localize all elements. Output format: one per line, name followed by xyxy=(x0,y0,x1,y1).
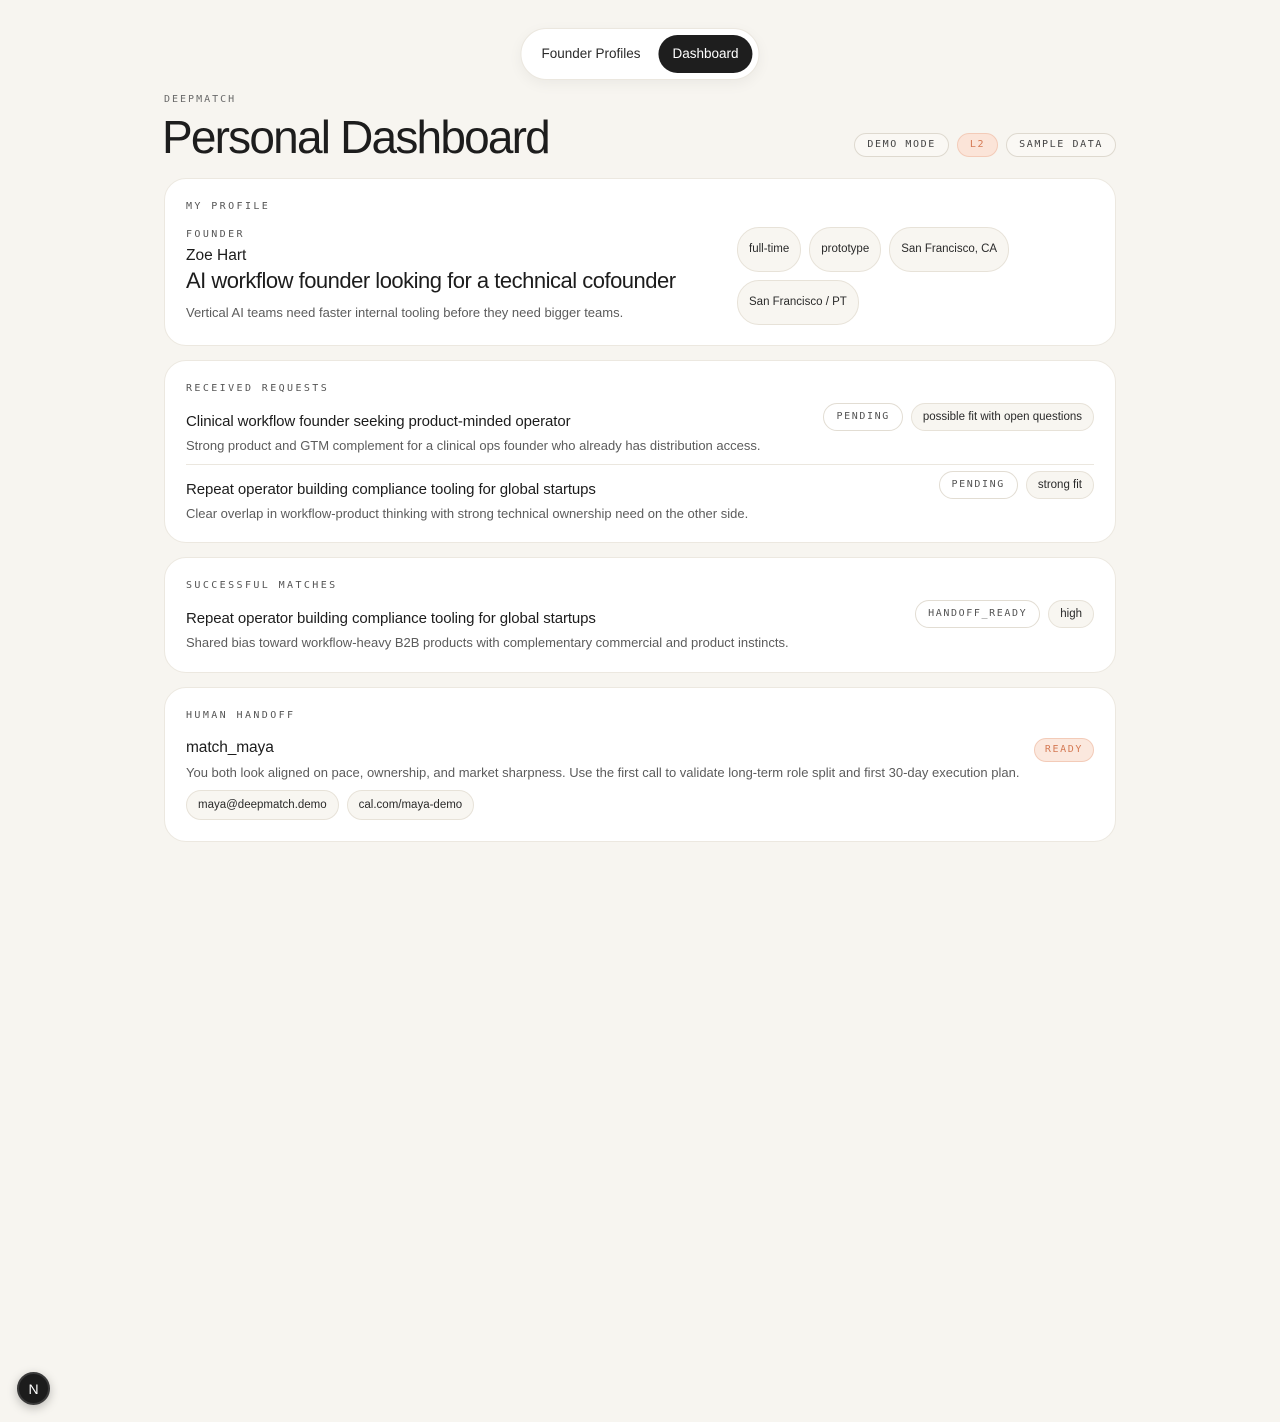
request-description: Clear overlap in workflow-product thinking with strong technical ownership need on the other side. xyxy=(186,506,749,521)
request-chips xyxy=(823,403,1094,431)
request-title: Clinical workflow founder seeking product-minded operator xyxy=(186,413,571,430)
status-badge: HANDOFF_READY xyxy=(915,600,1040,628)
profile-role: FOUNDER xyxy=(186,229,245,240)
section-label: HUMAN HANDOFF xyxy=(186,710,296,721)
profile-tag: full-time xyxy=(737,227,801,272)
match-description: Shared bias toward workflow-heavy B2B products with complementary commercial and product instincts. xyxy=(186,635,789,650)
section-label: MY PROFILE xyxy=(186,201,271,212)
status-badge: READY xyxy=(1034,738,1094,762)
profile-tag: San Francisco, CA xyxy=(889,227,1009,272)
top-nav xyxy=(520,28,759,80)
divider xyxy=(186,464,1094,465)
calendar-link[interactable]: cal.com/maya-demo xyxy=(347,790,475,820)
match-row[interactable] xyxy=(186,610,1094,650)
tab-dashboard[interactable]: Dashboard xyxy=(659,35,753,73)
level-badge: high xyxy=(1048,600,1094,628)
section-label: RECEIVED REQUESTS xyxy=(186,383,330,394)
level-badge: L2 xyxy=(957,133,998,157)
match-chips xyxy=(915,600,1094,628)
handoff-chips xyxy=(1034,738,1094,762)
profile-thesis: Vertical AI teams need faster internal tooling before they need bigger teams. xyxy=(186,305,624,320)
section-label: SUCCESSFUL MATCHES xyxy=(186,580,338,591)
n-icon: N xyxy=(28,1380,39,1397)
next-logo-button[interactable] xyxy=(17,1372,50,1405)
demo-mode-badge: DEMO MODE xyxy=(854,133,949,157)
sample-data-badge: SAMPLE DATA xyxy=(1006,133,1116,157)
handoff-match-id: match_maya xyxy=(186,739,274,756)
my-profile-card xyxy=(164,178,1116,346)
page-title: Personal Dashboard xyxy=(162,111,549,163)
profile-tag: San Francisco / PT xyxy=(737,280,859,325)
profile-tag: prototype xyxy=(809,227,881,272)
fit-badge: strong fit xyxy=(1026,471,1094,499)
tab-founder-profiles[interactable]: Founder Profiles xyxy=(541,46,641,61)
request-chips xyxy=(939,471,1094,499)
profile-name: Zoe Hart xyxy=(186,247,247,264)
successful-matches-card xyxy=(164,557,1116,673)
profile-tags xyxy=(737,227,1077,325)
request-row[interactable] xyxy=(186,413,1094,453)
request-row[interactable] xyxy=(186,481,1094,521)
email-link[interactable]: maya@deepmatch.demo xyxy=(186,790,339,820)
contact-links xyxy=(186,790,474,820)
status-badge: PENDING xyxy=(939,471,1018,499)
profile-headline: AI workflow founder looking for a technical cofounder xyxy=(186,268,676,293)
brand-label: DEEPMATCH xyxy=(164,94,237,105)
status-badge: PENDING xyxy=(823,403,902,431)
human-handoff-card xyxy=(164,687,1116,842)
header-badges xyxy=(854,133,1116,157)
handoff-message: You both look aligned on pace, ownership, and market sharpness. Use the first call to validate long-term role split and first 30-day execution plan. xyxy=(186,765,1020,780)
request-title: Repeat operator building compliance tooling for global startups xyxy=(186,481,596,498)
match-title: Repeat operator building compliance tooling for global startups xyxy=(186,610,596,627)
received-requests-card xyxy=(164,360,1116,543)
request-description: Strong product and GTM complement for a clinical ops founder who already has distribution access. xyxy=(186,438,761,453)
fit-badge: possible fit with open questions xyxy=(911,403,1094,431)
handoff-row xyxy=(186,739,1094,780)
